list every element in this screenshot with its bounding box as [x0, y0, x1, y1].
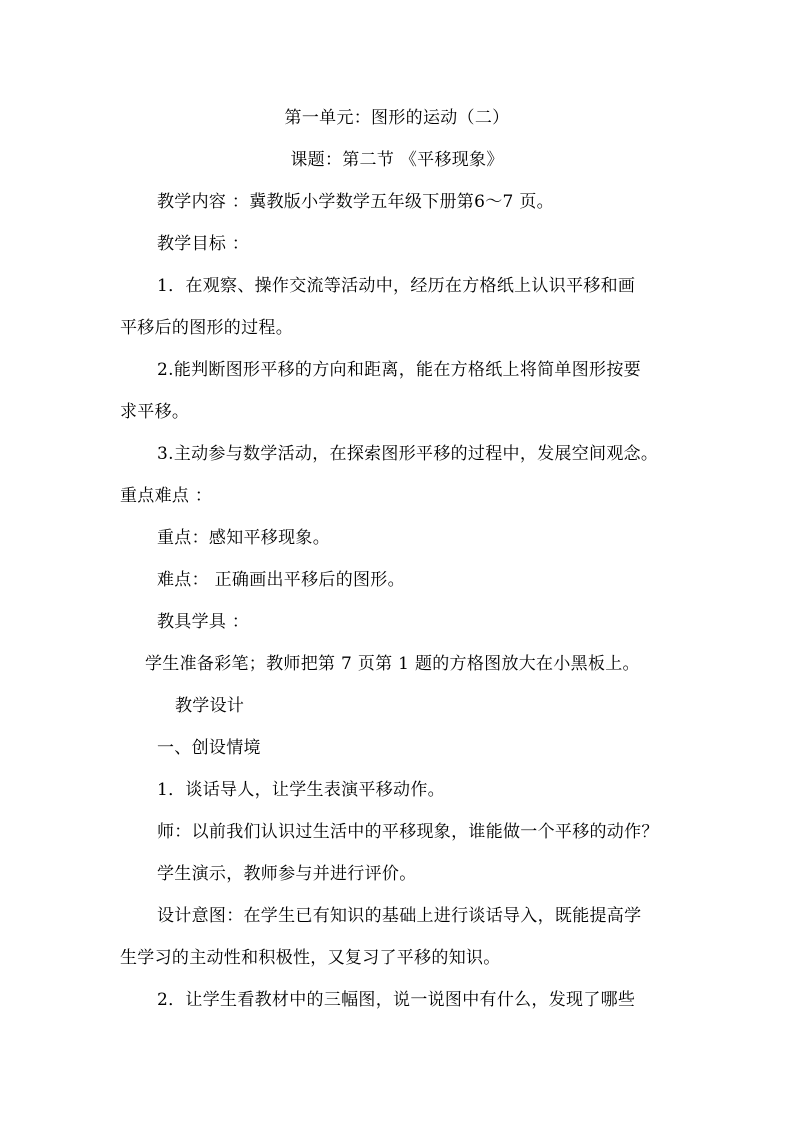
unit-title: 第一单元：图形的运动（二）: [284, 108, 510, 128]
goal-2-line-1: 2.能判断图形平移的方向和距离，能在方格纸上将简单图形按要: [157, 360, 641, 380]
goals-heading: 教学目标 ：: [157, 234, 250, 254]
step-2: 2．让学生看教材中的三幅图，说一说图中有什么，发现了哪些: [157, 990, 636, 1010]
lesson-title: 课题：第二节 《平移现象》: [290, 150, 504, 170]
difficult-point: 难点： 正确画出平移后的图形。: [157, 570, 405, 590]
teaching-content: 教学内容 ：冀教版小学数学五年级下册第6～7 页。: [157, 192, 554, 212]
intent-line-1: 设计意图：在学生已有知识的基础上进行谈话导入，既能提高学: [157, 906, 642, 926]
teacher-line: 师：以前我们认识过生活中的平移现象，谁能做一个平移的动作？: [157, 822, 659, 842]
goal-3: 3.主动参与数学活动，在探索图形平移的过程中，发展空间观念。: [157, 444, 659, 464]
step-1: 1．谈话导人，让学生表演平移动作。: [157, 780, 445, 800]
student-line: 学生演示，教师参与并进行评价。: [157, 864, 417, 884]
key-point: 重点：感知平移现象。: [157, 528, 330, 548]
tools-line: 学生准备彩笔；教师把第 7 页第 1 题的方格图放大在小黑板上。: [145, 654, 640, 674]
goal-1-line-1: 1．在观察、操作交流等活动中，经历在方格纸上认识平移和画: [157, 276, 636, 296]
design-heading: 教学设计: [175, 696, 245, 716]
key-difficult-heading: 重点难点 ：: [120, 486, 213, 506]
intent-line-2: 生学习的主动性和积极性，又复习了平移的知识。: [120, 948, 501, 968]
goal-1-line-2: 平移后的图形的过程。: [120, 318, 293, 338]
tools-heading: 教具学具 ：: [157, 612, 250, 632]
goal-2-line-2: 求平移。: [120, 402, 190, 422]
section-1-heading: 一、创设情境: [157, 738, 261, 758]
